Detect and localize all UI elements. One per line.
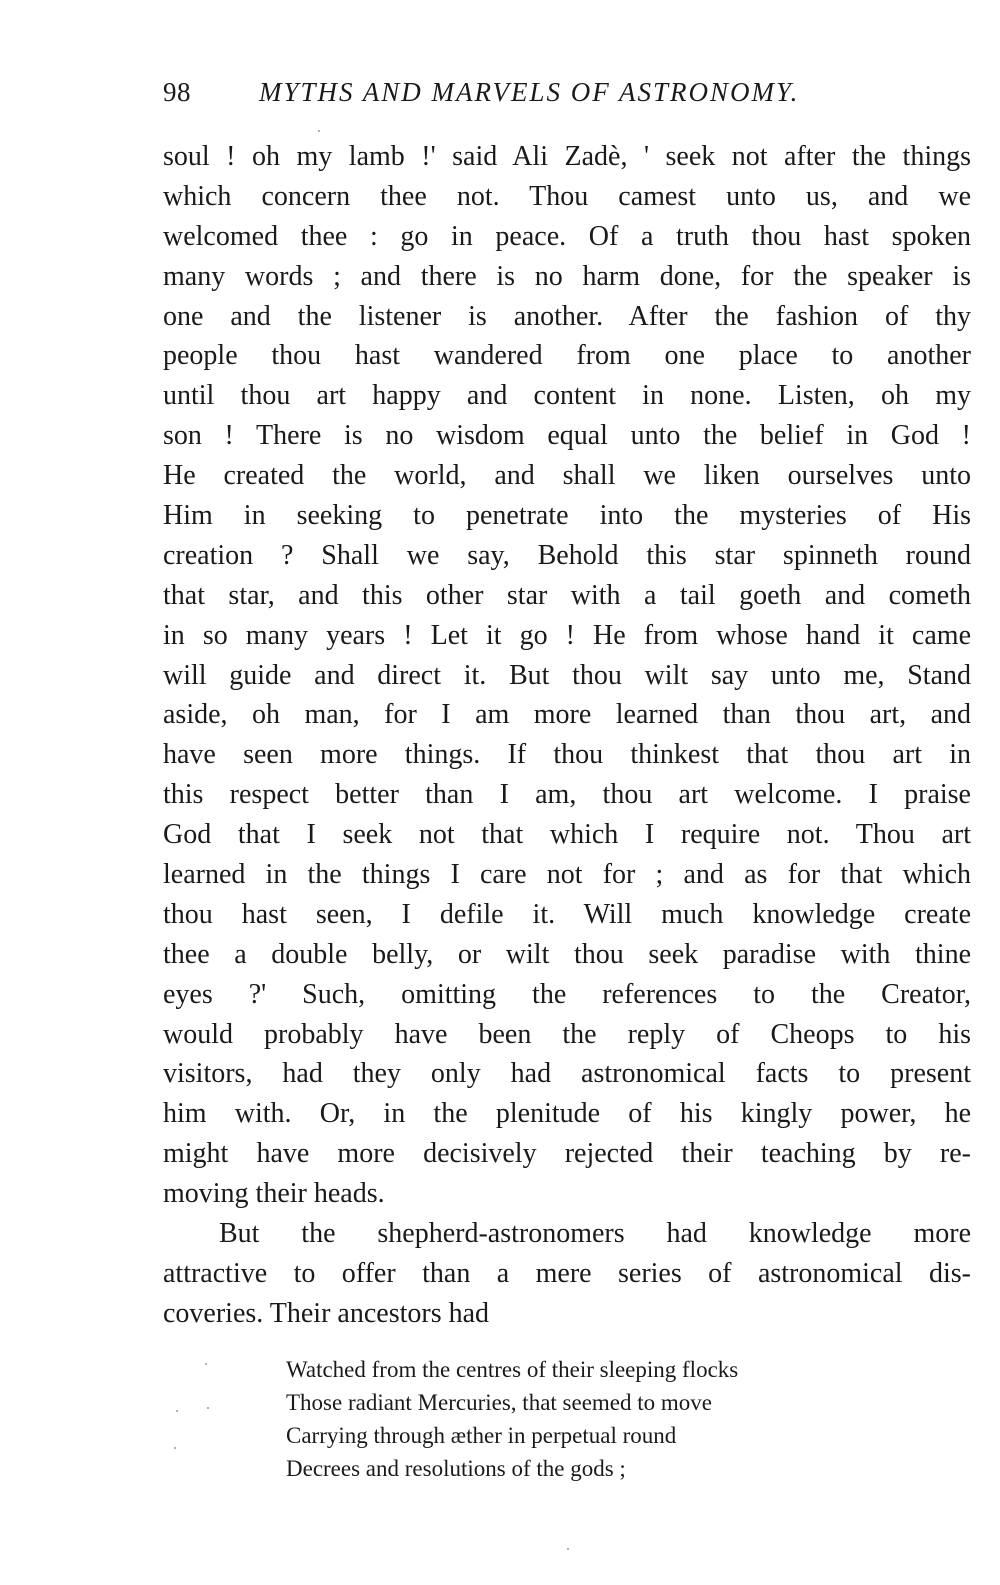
text-line: But the shepherd-astronomers had knowledge more — [219, 1218, 971, 1250]
text-line: one and the listener is another. After the fashion of thy — [163, 300, 971, 332]
text-line: until thou art happy and content in none. Listen, oh my — [163, 380, 971, 412]
text-line: people thou hast wandered from one place to another — [163, 340, 971, 372]
text-line: that star, and this other star with a tail goeth and cometh — [163, 579, 971, 611]
text-line: He created the world, and shall we liken ourselves unto — [163, 460, 971, 492]
verse-quotation — [286, 1353, 846, 1485]
paragraph — [163, 137, 971, 1214]
text-line: Him in seeking to penetrate into the mysteries of His — [163, 500, 971, 532]
text-line: thou hast seen, I defile it. Will much knowledge create — [163, 898, 971, 930]
margin-speck — [176, 1410, 178, 1412]
text-line: in so many years ! Let it go ! He from whose hand it came — [163, 619, 971, 651]
paragraph — [163, 1214, 971, 1334]
verse-line: Those radiant Mercuries, that seemed to move — [286, 1390, 712, 1415]
verse-line: Watched from the centres of their sleeping flocks — [286, 1357, 739, 1382]
running-title: MYTHS AND MARVELS OF ASTRONOMY. — [259, 77, 800, 107]
text-line: God that I seek not that which I require not. Thou art — [163, 819, 971, 851]
margin-speck — [174, 1447, 176, 1449]
margin-speck — [318, 130, 320, 132]
text-line: attractive to offer than a mere series of astronomical dis- — [163, 1257, 971, 1289]
page-number: 98 — [163, 77, 191, 107]
text-line: creation ? Shall we say, Behold this star spinneth round — [163, 539, 971, 571]
text-line: coveries. Their ancestors had — [163, 1297, 490, 1329]
text-line: eyes ?' Such, omitting the references to the Creator, — [163, 978, 971, 1010]
verse-line: Carrying through æther in perpetual round — [286, 1423, 677, 1448]
text-line: this respect better than I am, thou art welcome. I praise — [163, 779, 971, 811]
text-line: will guide and direct it. But thou wilt say unto me, Stand — [163, 659, 971, 691]
text-line: would probably have been the reply of Cheops to his — [163, 1018, 971, 1050]
text-line: which concern thee not. Thou camest unto us, and we — [163, 180, 971, 212]
text-line: might have more decisively rejected their teaching by re- — [163, 1138, 971, 1170]
page-header — [163, 72, 983, 112]
text-line: him with. Or, in the plenitude of his kingly power, he — [163, 1098, 971, 1130]
text-line: learned in the things I care not for ; and as for that which — [163, 859, 971, 891]
text-line: thee a double belly, or wilt thou seek paradise with thine — [163, 938, 971, 970]
body-text — [163, 137, 971, 1334]
text-line: visitors, had they only had astronomical facts to present — [163, 1058, 971, 1090]
text-line: soul ! oh my lamb !' said Ali Zadè, ' seek not after the things — [163, 141, 971, 172]
margin-speck — [567, 1548, 569, 1550]
text-line: welcomed thee : go in peace. Of a truth thou hast spoken — [163, 220, 971, 252]
margin-speck — [207, 1407, 209, 1409]
text-line: moving their heads. — [163, 1178, 385, 1210]
text-line: have seen more things. If thou thinkest that thou art in — [163, 739, 971, 771]
verse-line: Decrees and resolutions of the gods ; — [286, 1456, 626, 1481]
text-line: aside, oh man, for I am more learned than thou art, and — [163, 699, 971, 731]
margin-speck — [205, 1363, 207, 1365]
text-line: son ! There is no wisdom equal unto the belief in God ! — [163, 420, 971, 452]
text-line: many words ; and there is no harm done, for the speaker is — [163, 260, 971, 292]
